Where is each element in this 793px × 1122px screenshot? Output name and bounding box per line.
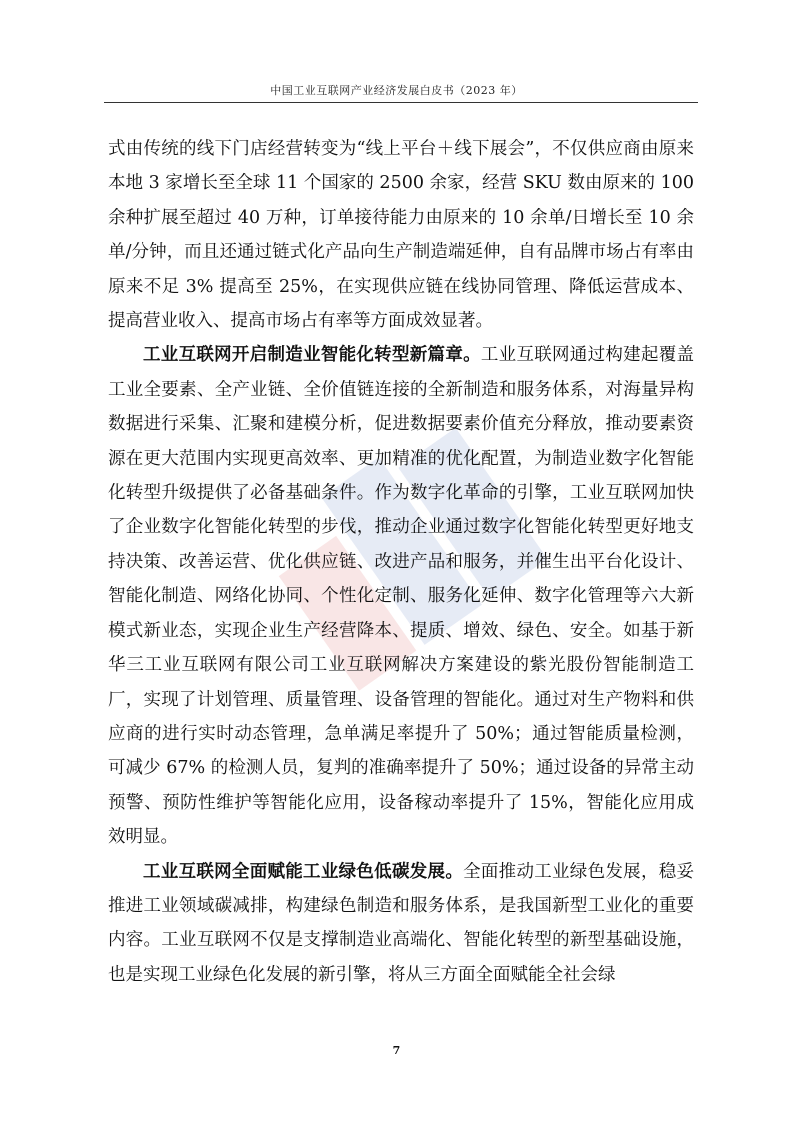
header-rule: [104, 102, 698, 103]
paragraph-2-heading: 工业互联网开启制造业智能化转型新篇章。: [143, 345, 481, 366]
paragraph-3: [108, 855, 694, 993]
running-header: 中国工业互联网产业经济发展白皮书（2023 年）: [270, 84, 523, 97]
paragraph-3-heading: 工业互联网全面赋能工业绿色低碳发展。: [143, 861, 464, 882]
paragraph-3-body: 全面推动工业绿色发展，稳妥推进工业领域碳减排，构建绿色制造和服务体系，是我国新型工业化的重要内容。工业互联网不仅是支撑制造业高端化、智能化转型的新型基础设施，也是实现工业绿色化发展的新引擎，将从三方面全面赋能全社会绿: [108, 861, 695, 985]
paragraph-1: 式由传统的线下门店经营转变为“线上平台＋线下展会”，不仅供应商由原来本地 3 家增长至全球 11 个国家的 2500 余家，经营 SKU 数由原来的 100 余种扩展至超过 40 万种，订单接待能力由原来的 10 余单/日增长至 10 余单/分钟，而且还通过链式化产品向生产制造端延伸，自有品牌市场占有率由原来不足 3% 提高至 25%，在实现供应链在线协同管理、降低运营成本、提高营业收入、提高市场占有率等方面成效显著。: [108, 139, 694, 332]
paragraph-2: [108, 338, 694, 854]
body-text: [108, 132, 694, 992]
paragraph-2-body: 工业互联网通过构建起覆盖工业全要素、全产业链、全价值链连接的全新制造和服务体系，对海量异构数据进行采集、汇聚和建模分析，促进数据要素价值充分释放，推动要素资源在更大范围内实现更高效率、更加精准的优化配置，为制造业数字化智能化转型升级提供了必备基础条件。作为数字化革命的引擎，工业互联网加快了企业数字化智能化转型的步伐，推动企业通过数字化智能化转型更好地支持决策、改善运营、优化供应链、改进产品和服务，并催生出平台化设计、智能化制造、网络化协同、个性化定制、服务化延伸、数字化管理等六大新模式新业态，实现企业生产经营降本、提质、增效、绿色、安全。如基于新华三工业互联网有限公司工业互联网解决方案建设的紫光股份智能制造工厂，实现了计划管理、质量管理、设备管理的智能化。通过对生产物料和供应商的进行实时动态管理，急单满足率提升了 50%；通过智能质量检测，可减少 67% 的检测人员，复判的准确率提升了 50%；通过设备的异常主动预警、预防性维护等智能化应用，设备稼动率提升了 15%，智能化应用成效明显。: [108, 345, 695, 848]
page-number: 7: [392, 1044, 401, 1057]
